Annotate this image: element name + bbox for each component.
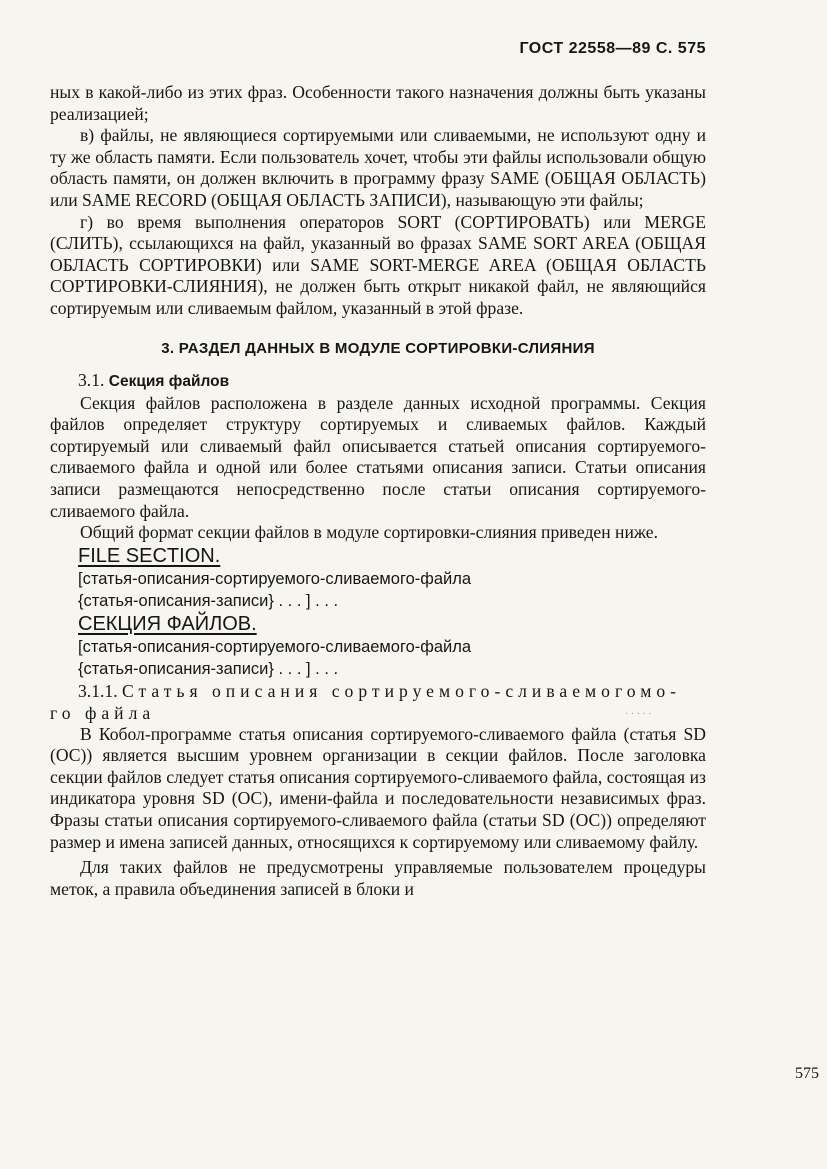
syntax-line: [статья-описания-сортируемого-сливаемого-файла xyxy=(78,569,472,588)
paragraph-labels: Для таких файлов не предусмотрены управляемые пользователем процедуры меток, а правила объединения записей в блоки и xyxy=(50,857,706,899)
subsubsection-title-cont: го файла xyxy=(50,702,156,723)
subsection-heading xyxy=(78,369,706,393)
subsubsection-number: 3.1.1. xyxy=(78,680,118,701)
syntax-line: [статья-описания-сортируемого-сливаемого-файла xyxy=(78,637,472,656)
syntax-line: {статья-описания-записи} . . . ] . . . xyxy=(78,659,339,678)
section-heading: 3. РАЗДЕЛ ДАННЫХ В МОДУЛЕ СОРТИРОВКИ-СЛИЯНИЯ xyxy=(161,339,595,357)
subsubsection-title-end: мо- xyxy=(640,680,681,701)
page-number: 575 xyxy=(795,1065,819,1082)
page-header: ГОСТ 22558—89 С. 575 xyxy=(519,40,706,57)
subsection-number: 3.1. xyxy=(78,369,105,390)
paragraph-item-g: г) во время выполнения операторов SORT (СОРТИРОВАТЬ) или MERGE (СЛИТЬ), ссылающихся на файл, указанный во фразах SAME SORT AREA (ОБЩАЯ ОБЛАСТЬ СОРТИРОВКИ) или SAME SORT-MERGE AREA (ОБЩАЯ ОБЛАСТЬ СОРТИРОВКИ-СЛИЯНИЯ), не должен быть открыт никакой файл, не являющийся сортируемым или сливаемым файлом, указанный в этой фразе. xyxy=(50,211,706,318)
syntax-keyword-ru: СЕКЦИЯ ФАЙЛОВ. xyxy=(78,612,257,635)
paragraph-file-section: Секция файлов расположена в разделе данных исходной программы. Секция файлов определяет структуру сортируемых и сливаемых файлов. Каждый сортируемый или сливаемый файл описывается статьей описания сортируемого-сливаемого файла и одной или более статьями описания записи. Статьи описания записи размещаются непосредственно после статьи описания сортируемого-сливаемого файла. xyxy=(50,392,706,521)
subsubsection-heading xyxy=(78,680,706,702)
document-body xyxy=(50,82,706,900)
scan-speck: · · · · · xyxy=(625,709,652,720)
paragraph-sd-entry: В Кобол-программе статья описания сортируемого-сливаемого файла (статья SD (ОС)) является высшим уровнем организации в секции файлов. После заголовка секции файлов следует статья описания сортируемого-сливаемого файла, состоящая из индикатора уровня SD (ОС), имени-файла и последовательности независимых фраз. Фразы статьи описания сортируемого-сливаемого файла (статьи SD (ОС)) определяют размер и имена записей данных, относящихся к сортируемому или сливаемому файлу. xyxy=(50,723,706,852)
paragraph-general-format: Общий формат секции файлов в модуле сортировки-слияния приведен ниже. xyxy=(80,522,658,543)
syntax-line: {статья-описания-записи} . . . ] . . . xyxy=(78,591,339,610)
subsubsection-title: Статья описания сортируемого-сливаемого xyxy=(122,680,641,701)
paragraph-item-v: в) файлы, не являющиеся сортируемыми или сливаемыми, не используют одну и ту же область памяти. Если пользователь хочет, чтобы эти файлы использовали общую область памяти, он должен включить в программу фразу SAME (ОБЩАЯ ОБЛАСТЬ) или SAME RECORD (ОБЩАЯ ОБЛАСТЬ ЗАПИСИ), называющую эти файлы; xyxy=(50,125,706,210)
subsection-title: Секция файлов xyxy=(108,372,230,390)
syntax-keyword-en: FILE SECTION. xyxy=(78,544,221,567)
paragraph-continuation: ных в какой-либо из этих фраз. Особенности такого назначения должны быть указаны реализацией; xyxy=(50,82,706,124)
